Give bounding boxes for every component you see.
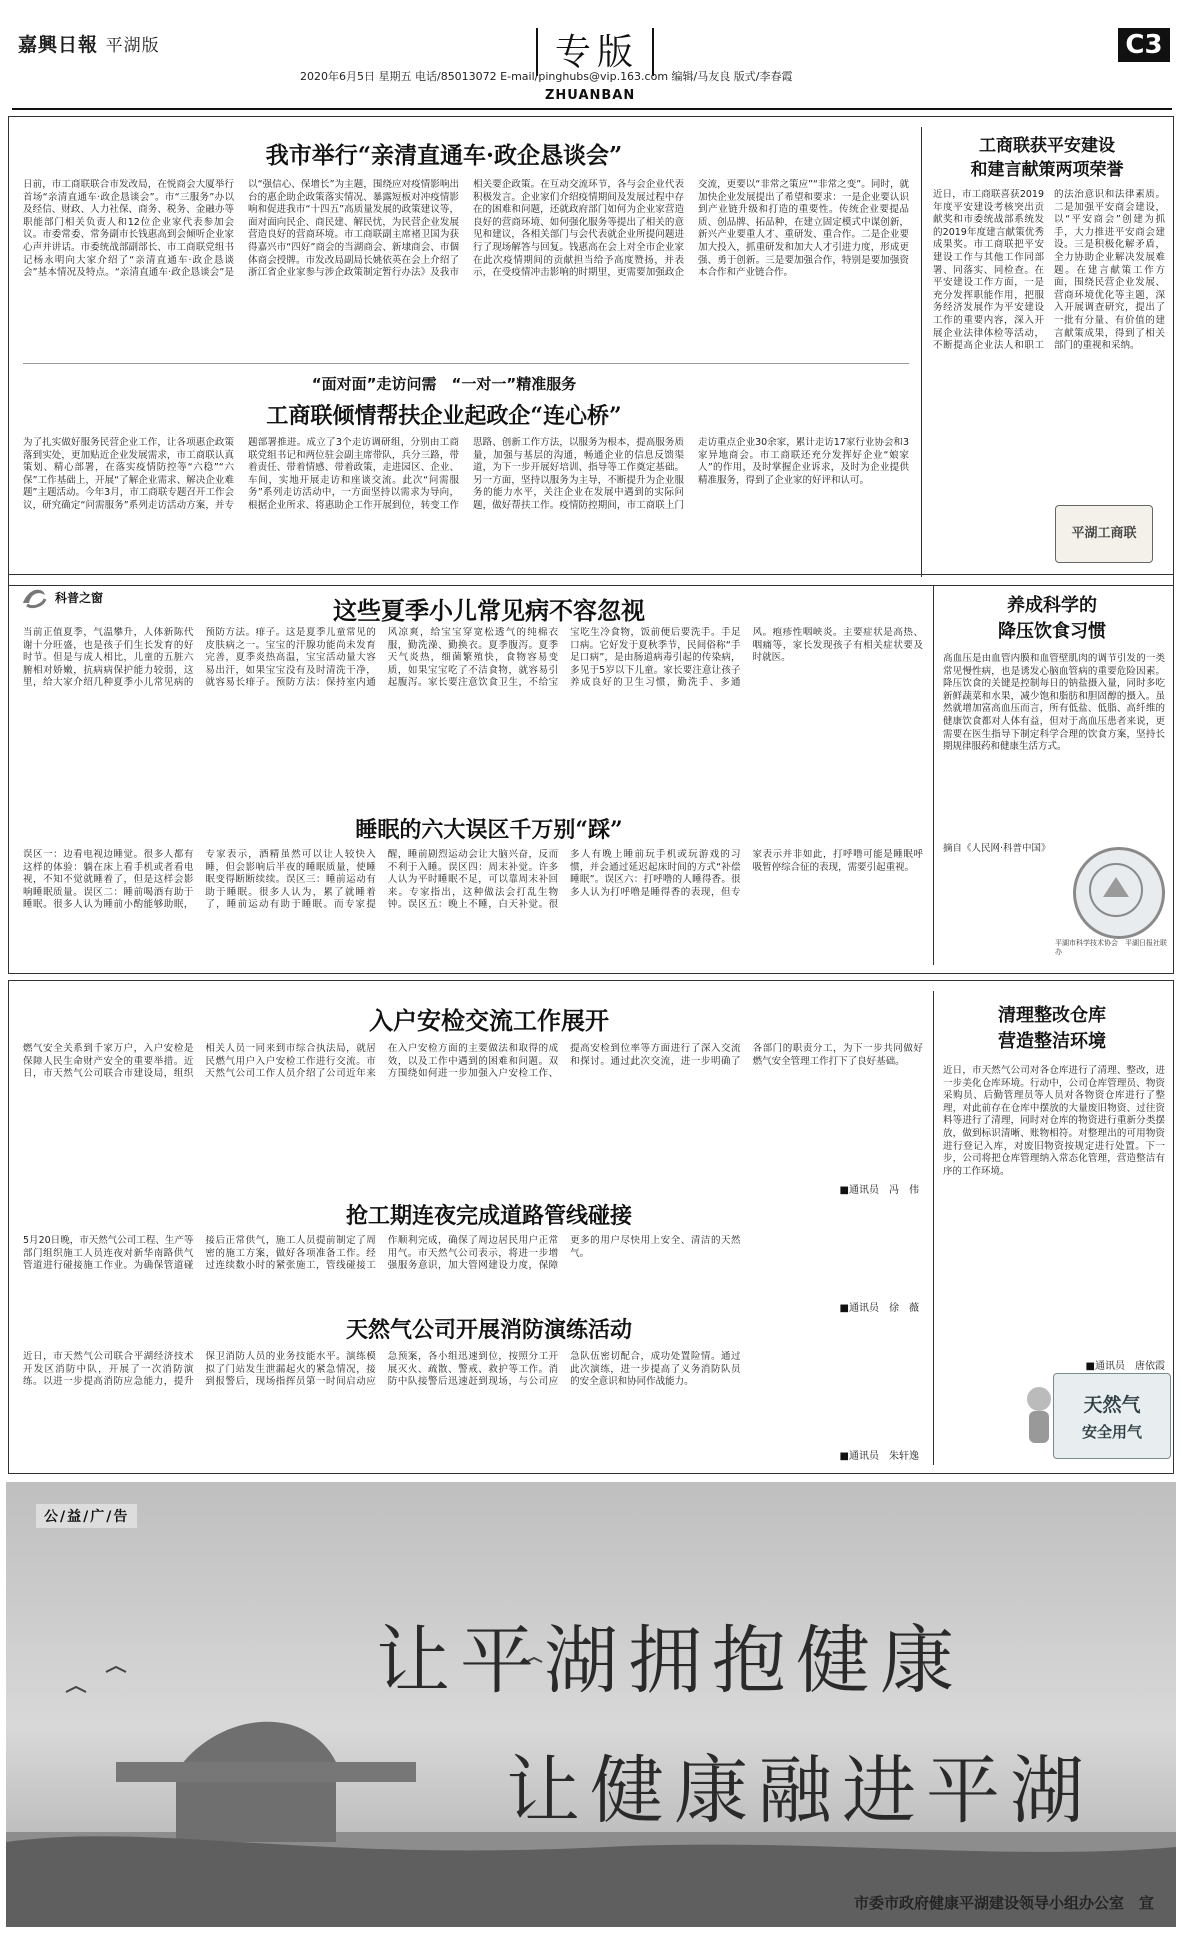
brand-name: 嘉興日報 [18,34,99,56]
headline-second: 睡眠的六大误区千万别“踩” [355,817,623,843]
article-body: 为了扎实做好服务民营企业工作，让各项惠企政策落到实处，更加贴近企业发展需求，市工商联认真策划、精心部署，在落实疫情防控等“六稳”“六保”工作基础上，开展“了解企业需求、解决企业难题”主题活动。今年3月，市工商联专题召开工作会议，研究确定“问需服务”系列走访活动方案，并专题部署推进。成立了3个走访调研组，分别由工商联党组书记和两位驻会副主席带队，兵分三路，带着责任、带着情感、带着政策，走进园区、企业、车间，实地开展走访和座谈交流。此次“问需服务”系列走访活动中，一方面坚持以需求为导向，根据企业所求、将惠助企工作开展到位，转变工作思路、创新工作方法，以服务为根本，提高服务质量，加强与基层的沟通，畅通企业的信息反馈渠道，为下一步开展好培训、指导等工作奠定基础。另一方面，坚持以服务为主导，不断提升为企业服务的能力水平，关注企业在发展中遇到的实际问题，做好帮扶工作。疫情防控期间，市工商联上门走访重点企业30余家，累计走访17家行业协会和3家异地商会。市工商联还充分发挥好企业“娘家人”的作用，及时掌握企业诉求，及时为企业提供精准服务，得到了企业家的好评和认可。 [23,437,909,511]
article-body: 日前，市工商联联合市发改局，在悦商会大厦举行首场“亲清直通车·政企恳谈会”。市“三服务”办以及经信、财政、人力社保、商务、税务、金融办等职能部门相关负责人和12位企业家代表参加会议。市委常委、常务副市长钱惠高到会倾听企业家心声并讲话。市委统战部副部长、市工商联党组书记杨永明向大家介绍了“亲清直通车·政企恳谈会”基本情况及特点。“亲清直通车·政企恳谈会”是以“强信心、保增长”为主题，围绕应对疫情影响出台的惠企助企政策落实情况、暴露短板对冲疫情影响和促进我市“十四五”高质量发展的政策建议等，面对面向民企、商民建、解民忧，为民营企业发展营造良好的营商环境。市工商联副主席褚卫国为获得嘉兴市“四好”商会的当湖商会、新埭商会、市個体商会授牌。市发改局副局长姚依英在会上介绍了浙江省企业家参与涉企政策制定暂行办法》及我市相关要企政策。在互动交流环节，各与会企业代表积极发言。企业家们介绍疫情期间及发展过程中存在的困难和问题，还就政府部门如何为企业家营造良好的营商环境、如何强化服务等提出了相关的意见和建议，各相关部门与会代表就企业所提问题进行了现场解答与回复。钱惠高在会上对全市企业家在此次疫情期间的贡献担当给予高度赞扬，并表示，在受疫情冲击影响的时期里，更需要加强政企交流，更要以“非常之策应”“非常之变”。同时，就加快企业发展提出了希望和要求：一是企业要认识到产业链升级和打造的重要性。传统企业要提品质、创品牌、拓品种，在建立固定模式中谋创新，新兴产业要重人才、重研发、重合作。二是企业要加大投入，抓重研发和加大人才引进力度，形成更强、勇于创新。三是要加强合作，特别是要加强资本合作和产业链合作。 [23,179,909,279]
byline: ■通讯员 冯 伟 [839,1185,919,1196]
section-pinyin: ZHUANBAN [545,88,636,103]
article-body: 近日，市工商联喜获2019年度平安建设考核突出贡献奖和市委统战部系统发的2019年度建言献策优秀成果奖。市工商联把平安建设工作与其他工作同部署、同落实、同检查。在平安建设工作方面，一是充分发挥职能作用，把服务经济发展作为平安建设工作的重要内容，深入开展企业法律体检等活动，不断提高企业法人和职工的法治意识和法律素质。二是加强平安商会建设，以“平安商会”创建为抓手，大力推进平安商会建设。三是积极化解矛盾，全力协助企业解决发展难题。在建言献策工作方面，围绕民营企业发展、营商环境优化等主题，深入开展调查研究，提出了一批有分量、有价值的建言献策成果，得到了相关部门的重视和采纳。 [933,189,1165,352]
seal-caption: 平湖市科学技术协会 平湖日报社联办 [1055,939,1167,956]
side-headline: 降压饮食习惯 [998,621,1106,642]
newspaper-brand [18,30,160,57]
headline-third: 天然气公司开展消防演练活动 [345,1317,632,1343]
ad-sponsor: 市委市政府健康平湖建设领导小组办公室 宣 [853,1894,1154,1912]
headline-second: 抢工期连夜完成道路管线碰接 [345,1203,632,1229]
seal-emblem-icon [1073,847,1159,933]
gas-safety-badge [1053,1373,1171,1459]
science-logo-icon [19,583,49,611]
column-divider [933,991,934,1465]
side-headline: 和建言献策两项荣誉 [970,160,1124,180]
article-body: 当前正值夏季，气温攀升，人体新陈代谢十分旺盛，也是孩子们生长发育的好时节。但是与成人相比，儿童的五脏六腑相对娇嫩，抗病病保护能力较弱，这里，给大家介绍几种夏季小儿常见病的预防方法。痱子。这是夏季儿童常见的皮肤病之一。宝宝的汗腺功能尚未发育完善，夏季炎热高温，宝宝活动量大容易出汗，如果宝宝没有及时清洗干净，就容易长痱子。预防方法：保持室内通风凉爽，给宝宝穿宽松透气的纯棉衣服，勤洗澡、勤换衣。夏季腹泻。夏季天气炎热，细菌繁殖快，食物容易变质，如果宝宝吃了不洁食物，就容易引起腹泻。家长要注意饮食卫生，不给宝宝吃生冷食物，饭前便后要洗手。手足口病。它好发于夏秋季节，民间俗称“手足口病”，是由肠道病毒引起的传染病，多见于5岁以下儿童。家长要注意让孩子养成良好的卫生习惯，勤洗手、多通风。疱疹性咽峡炎。主要症状是高热、咽痛等，家长发现孩子有相关症状要及时就医。 [23,627,923,689]
edition-name: 平湖版 [105,36,160,56]
article-body: 误区一：边看电视边睡觉。很多人都有这样的体验：躺在床上看手机或者看电视，不知不觉就睡着了，但是这样会影响睡眠质量。误区二：睡前喝酒有助于睡眠。很多人认为睡前小酌能够助眠，专家表示，酒精虽然可以让人较快入睡，但会影响后半夜的睡眠质量，使睡眠变得断断续续。误区三：睡前运动有助于睡眠。很多人认为，累了就睡着了，睡前运动有助于睡眠。而专家提醒，睡前剧烈运动会让大脑兴奋，反而不利于入睡。误区四：周末补觉。许多人认为平时睡眠不足，可以靠周末补回来。专家指出，这种做法会打乱生物钟。误区五：晚上不睡，白天补觉。很多人有晚上睡前玩手机或玩游戏的习惯，并会通过延迟起床时间的方式“补偿睡眠”。误区六：打呼噜的人睡得香。很多人认为打呼噜是睡得香的表现，但专家表示并非如此，打呼噜可能是睡眠呼吸暂停综合征的表现，需要引起重视。 [23,849,923,911]
badge-line: 天然气 [1083,1394,1141,1416]
headline-main: 我市举行“亲清直通车·政企恳谈会” [265,142,623,169]
ad-slogan: 让健康融进平湖 [506,1748,1094,1834]
science-tag-label: 科普之窗 [55,591,104,605]
badge-line: 安全用气 [1081,1423,1142,1441]
mascot-icon [1019,1381,1059,1451]
side-headline: 清理整改仓库 [998,1005,1106,1026]
article-footnote: 摘自《人民网·科普中国》 [943,843,1051,854]
byline: ■通讯员 徐 薇 [839,1303,919,1314]
business-federation-logo: 平湖工商联 [1055,505,1153,563]
article-body: 近日，市天然气公司对各仓库进行了清理、整改，进一步美化仓库环境。行动中，公司仓库管理员、物资采购员、后勤管理员等人员对各物资仓库进行了整理，对此前存在仓库中摆放的大量废旧物资、过往资料等进行了清理，同时对仓库的物资进行重新分类摆放，做到标识清晰、账物相符。对整理出的可用物资进行登记入库，对废旧物资按规定进行处置。下一步，公司将把仓库管理纳入常态化管理，营造整洁有序的工作环境。 [943,1065,1165,1177]
ad-slogan: 让平湖拥抱健康 [376,1618,964,1704]
divider [23,363,909,364]
side-headline: 工商联获平安建设 [979,136,1115,156]
column-divider [921,127,922,577]
headline-main: 这些夏季小儿常见病不容忽视 [333,596,645,625]
masthead [0,0,1182,112]
side-headline: 养成科学的 [1007,595,1097,616]
page-number: C3 [1118,28,1170,62]
article-body: 高血压是由血管内膜和血管壁肌肉的调节引发的一类常见慢性病，也是诱发心脑血管病的重要危险因素。降压饮食的关键是控制每日的钠盐摄入量，同时多吃新鲜蔬菜和水果，减少饱和脂肪和胆固醇的摄入。虽然就增加富高血压而言，所有低盐、低脂、高纤维的健康饮食都对人体有益，但对于高血压患者来说，更需要在医生指导下制定科学合理的饮食方案，坚持长期规律服药和健康生活方式。 [943,653,1165,753]
science-association-seal [1073,847,1165,939]
article-body: 近日，市天然气公司联合平湖经济技术开发区消防中队，开展了一次消防演练。以进一步提高消防应急能力，提升保卫消防人员的业务技能水平。演练模拟了门站发生泄漏起火的紧急情况，接到报警后，现场指挥员第一时间启动应急预案，各小组迅速到位，按照分工开展灭火、疏散、警戒、救护等工作。消防中队接警后迅速赶到现场，与公司应急队伍密切配合，成功处置险情。通过此次演练，进一步提高了义务消防队员的安全意识和协同作战能力。 [23,1351,741,1388]
side-headline: 营造整洁环境 [998,1031,1106,1052]
column-divider [933,585,934,965]
masthead-rule [12,108,1172,110]
article-body: 5月20日晚，市天然气公司工程、生产等部门组织施工人员连夜对新华南路供气管道进行碰接施工作业。为确保管道碰接后正常供气，施工人员提前制定了周密的施工方案，做好各项准备工作。经过连续数小时的紧张施工，管线碰接工作顺利完成，确保了周边居民用户正常用气。市天然气公司表示，将进一步增强服务意识，加大管网建设力度，保障更多的用户尽快用上安全、清洁的天然气。 [23,1235,741,1272]
block-business-federation [8,116,1174,586]
block-science [8,574,1174,974]
public-service-ad [6,1482,1176,1927]
article-body: 燃气安全关系到千家万户，入户安检是保障人民生命财产安全的重要举措。近日，市天然气公司联合市建设局，组织相关人员一同来到市综合执法局，就居民燃气用户入户安检工作进行交流。市天然气公司工作人员介绍了公司近年来在入户安检方面的主要做法和取得的成效，以及工作中遇到的困难和问题。双方围绕如何进一步加强入户安检工作、提高安检到位率等方面进行了深入交流和探讨。通过此次交流，进一步明确了各部门的职责分工，为下一步共同做好燃气安全管理工作打下了良好基础。 [23,1043,923,1080]
headline-second: 工商联倾情帮扶企业起政企“连心桥” [266,403,622,429]
byline: ■通讯员 朱轩逸 [839,1451,919,1462]
ad-label: 公/益/广/告 [36,1504,137,1528]
subhead: “面对面”走访问需 “一对一”精准服务 [311,375,577,393]
block-natural-gas [8,980,1174,1474]
section-title: 专版 [555,32,640,73]
dateline: 2020年6月5日 星期五 电话/85013072 E-mail/pinghubs@vip.163.com 编辑/马友良 版式/李春霞 [300,70,793,83]
byline: ■通讯员 唐依霞 [1085,1361,1165,1372]
science-tag [19,583,139,611]
headline-main: 入户安检交流工作展开 [369,1006,609,1035]
